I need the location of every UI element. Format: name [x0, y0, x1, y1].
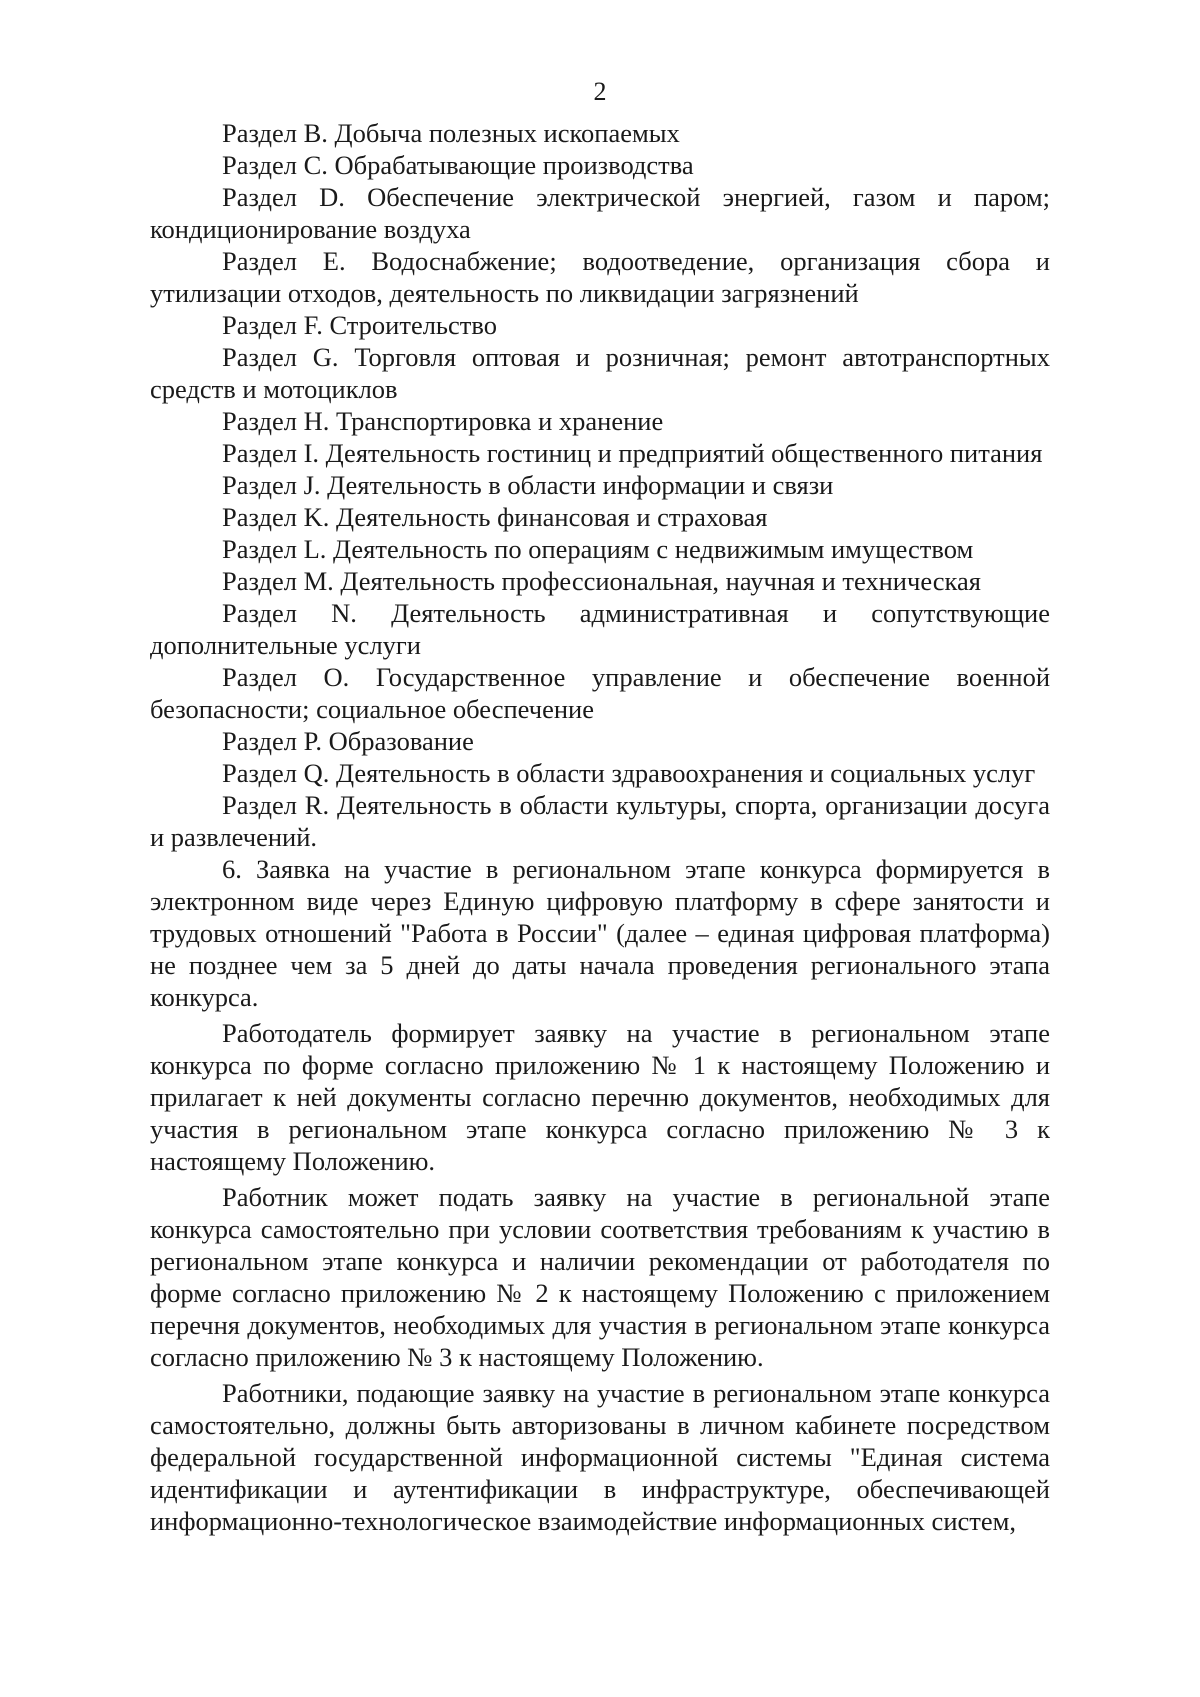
section-p: Раздел P. Образование	[222, 726, 474, 756]
page-number: 2	[593, 77, 607, 106]
section-m: Раздел M. Деятельность профессиональная, научная и техническая	[222, 566, 981, 596]
document-body	[150, 117, 1050, 1537]
section-f: Раздел F. Строительство	[222, 310, 497, 340]
section-n: Раздел N. Деятельность административная и сопутствующие дополнительные услуги	[150, 598, 1050, 660]
section-j: Раздел J. Деятельность в области информации и связи	[222, 470, 834, 500]
section-h: Раздел H. Транспортировка и хранение	[222, 406, 664, 436]
section-c: Раздел C. Обрабатывающие производства	[222, 150, 694, 180]
paragraph-application-item-6: 6. Заявка на участие в региональном этапе конкурса формируется в электронном виде через Единую цифровую платформу в сфере занятости и трудовых отношений "Работа в России" (далее – единая цифровая платформа) не позднее чем за 5 дней до даты начала проведения регионального этапа конкурса.	[150, 854, 1050, 1012]
section-g: Раздел G. Торговля оптовая и розничная; ремонт автотранспортных средств и мотоциклов	[150, 342, 1050, 404]
paragraph-employee-application: Работник может подать заявку на участие в региональной этапе конкурса самостоятельно при условии соответствия требованиям к участию в региональном этапе конкурса и наличии рекомендации от работодателя по форме согласно приложению № 2 к настоящему Положению с приложением перечня документов, необходимых для участия в региональном этапе конкурса согласно приложению № 3 к настоящему Положению.	[150, 1182, 1050, 1372]
paragraph-employee-authorization: Работники, подающие заявку на участие в региональном этапе конкурса самостоятельно, должны быть авторизованы в личном кабинете посредством федеральной государственной информационной системы "Единая система идентификации и аутентификации в инфраструктуре, обеспечивающей информационно-технологическое взаимодействие информационных систем,	[150, 1378, 1050, 1536]
section-b: Раздел B. Добыча полезных ископаемых	[222, 118, 680, 148]
section-e: Раздел E. Водоснабжение; водоотведение, организация сбора и утилизации отходов, деятельность по ликвидации загрязнений	[150, 246, 1050, 308]
section-r: Раздел R. Деятельность в области культуры, спорта, организации досуга и развлечений.	[150, 790, 1050, 852]
section-q: Раздел Q. Деятельность в области здравоохранения и социальных услуг	[222, 758, 1036, 788]
section-l: Раздел L. Деятельность по операциям с недвижимым имуществом	[222, 534, 974, 564]
section-i: Раздел I. Деятельность гостиниц и предприятий общественного питания	[222, 438, 1043, 468]
section-d: Раздел D. Обеспечение электрической энергией, газом и паром; кондиционирование воздуха	[150, 182, 1050, 244]
paragraph-employer-application: Работодатель формирует заявку на участие в региональном этапе конкурса по форме согласно приложению № 1 к настоящему Положению и прилагает к ней документы согласно перечню документов, необходимых для участия в региональном этапе конкурса согласно приложению № 3 к настоящему Положению.	[150, 1018, 1050, 1176]
section-k: Раздел K. Деятельность финансовая и страховая	[222, 502, 768, 532]
section-o: Раздел O. Государственное управление и обеспечение военной безопасности; социальное обеспечение	[150, 662, 1050, 724]
